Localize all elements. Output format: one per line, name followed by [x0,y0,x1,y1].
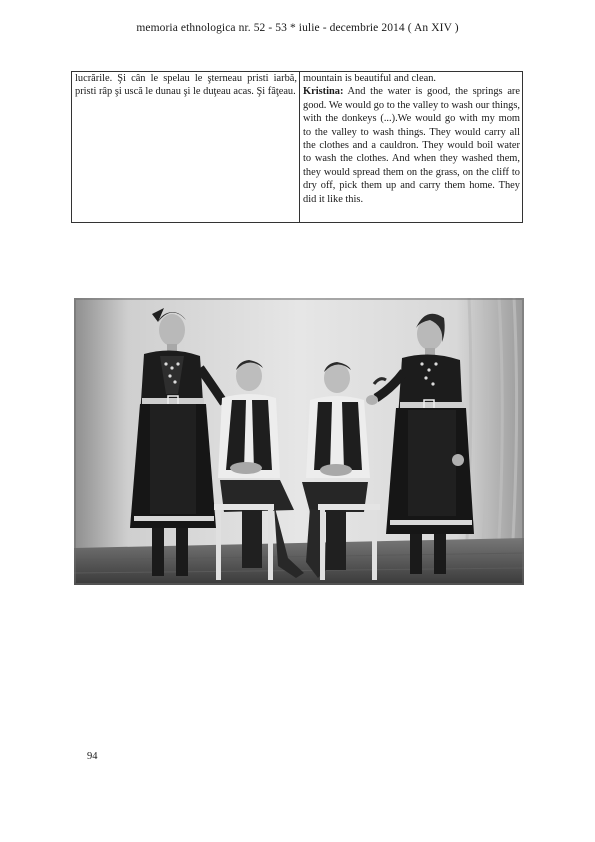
speaker-label: Kristina: [303,86,344,98]
english-text-cell [300,72,523,223]
photo-illustration [74,298,524,585]
romanian-text-cell [72,72,300,223]
archival-group-photo [74,298,524,585]
bilingual-transcript-table [71,71,523,223]
english-intro-text: mountain is beautiful and clean. [303,73,437,84]
page-number: 94 [87,751,98,762]
english-text: And the water is good, the springs are good. We would go to the valley to wash our things, with the donkeys (...).We would go with my mom to the valley to wash things. They would carry all the clothes and a cauldron. They would boil water to wash the clothes. And when they washed them, they would spread them on the grass, on the cliff to dry off, pick them up and carry them home. They did it like this. [303,86,520,205]
journal-header: memoria ethnologica nr. 52 - 53 * iulie - decembrie 2014 ( An XIV ) [136,22,459,34]
romanian-text: lucrările. Şi cân le spelau le şterneau pristi iarbă, pristi râp şi uscă le dunau şi le duţeau acas. Şi fâţeau. [75,73,297,98]
table-row [72,72,523,223]
